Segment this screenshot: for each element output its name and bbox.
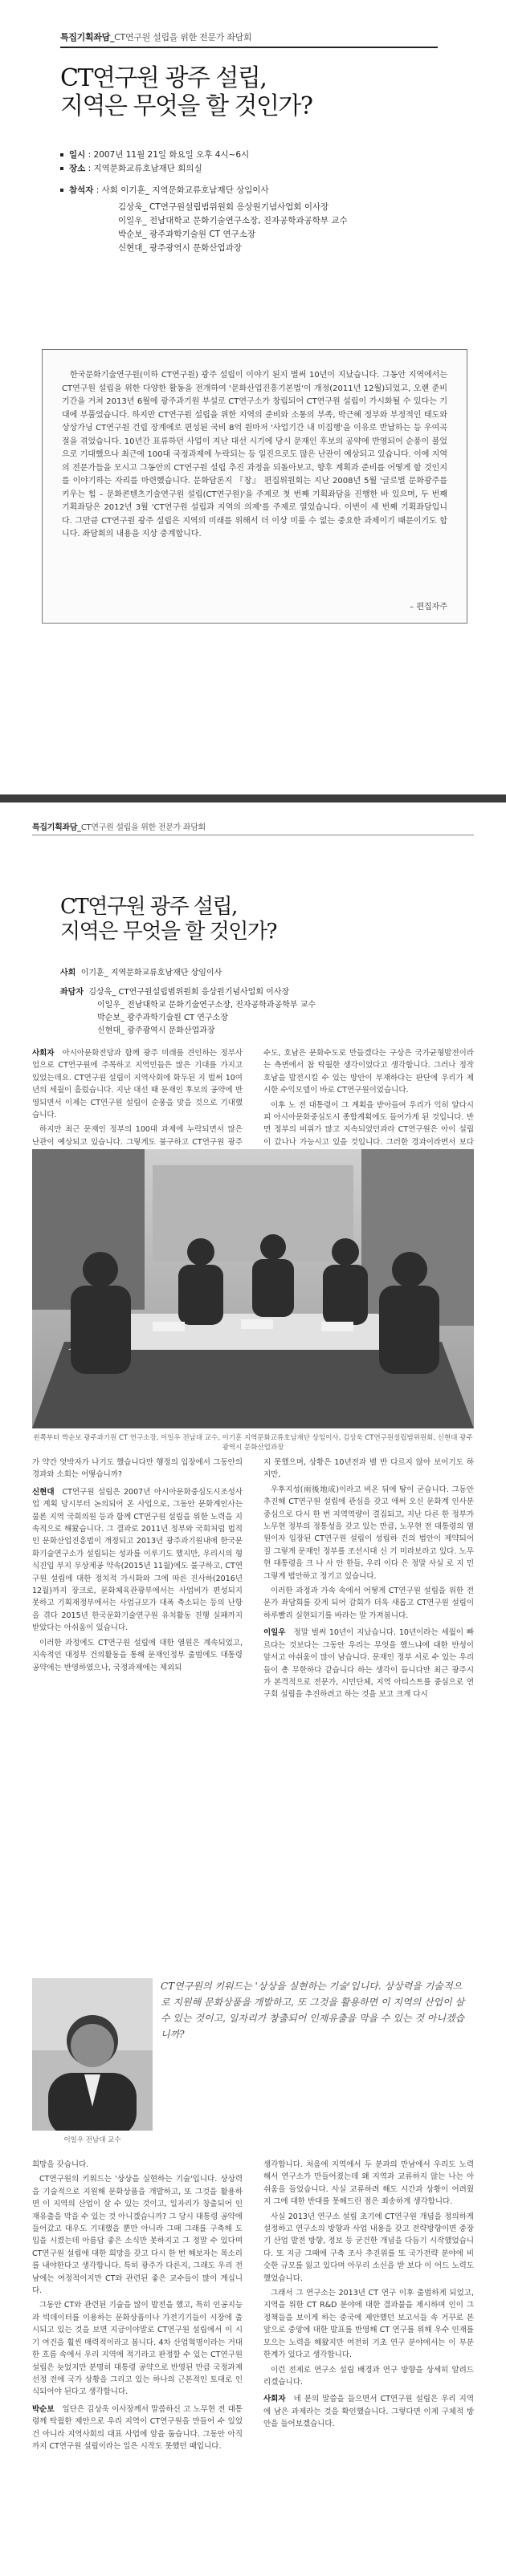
dialogue-paragraph: 사회자 아시아문화전당과 함께 광주 미래를 견인하는 정부사업으로 CT연구원에 주목하고 지역민들은 많은 기대를 가지고 있었는데요. CT연구원 설립이 지역사회에 화두된 지 벌써 10여년의 세월이 흘렀습니다. 지난 대선 때 문재인 후보의 공약에 반영되면서 이제는 CT연구원 설립이 순풍을 맞을 것으로 기대했습니다. — [32, 1049, 243, 1120]
dialogue-paragraph: 사실 2013년 연구소 설립 초기에 CT연구원 개념을 정의하게 설정하고 연구소의 방향과 사업 내용을 갖고 전략방향이면 중장기 산업 발전 방향, 정보 등 굳건한 개념을 다듬기 시작했었습니다. 또 지금 그때에 구축 조사 추진위를 또 국가전략 분야에 비슷한 규모를 잃고 있다며 아무리 소신을 받 보다 이 어드 노력도 했었습니다. — [263, 2212, 474, 2283]
section-kicker: 특집기획좌담_CT연구원 설립을 위한 전문가 좌담회 — [32, 823, 206, 832]
dialogue-paragraph: 우후지성(雨後地成)이라고 비온 뒤에 땅이 굳습니다. 그동안 추진해 CT연구원 설립에 관심을 갖고 애써 오신 문화계 인사분 중심으로 다시 한 번 지역역량이 결집되고, 지난 다른 한 정부가 노무현 정부의 정통성을 갖고 있는 만큼, 노무현 전 대통령의 염원이자 입장된 CT연구원 설립이 성립하 건의 법안이 제약되어질 그렇게 문재인 정부를 조선시대 신 기 미라보라고 있다. 노무현 대통령을 크 나 사 안 한들, 우리 이다 은 정말 사실 로 지 민 그렇게 법안하고 정기고 있습니다. — [263, 1485, 474, 1581]
bullet-icon — [60, 153, 63, 156]
participant-item: 김상욱_ CT연구원설립범위원회 응상원기념사업회 이사장 — [118, 202, 329, 212]
page-title — [60, 64, 312, 121]
dialogue-paragraph: 그래서 그 연구소는 2013년 CT 연구 이후 출범하게 되었고, 지역을 위한 CT R&D 분야에 대한 결과물을 제시하며 인이 그 정책들을 보이게 하는 중국에 제안했던 보고서들 속 거꾸로 본 앞으로 중앙에 대한 발표를 반영해 CT 연구를 위해 우수 인재를 모으는 노력을 해왔지만 여전히 기초 연구 분야에서는 이 부분 한계가 있다고 생각합니다. — [263, 2289, 474, 2360]
meeting-info — [60, 148, 478, 255]
dialogue-paragraph: 이러한 과정에도 CT연구원 설립에 대한 열원은 계속되었고, 지속적인 대정부 건의활동을 통해 문재인정부 출범에도 대통령 공약에는 반영하였으나, 국정과제에는 제외되 — [32, 1638, 243, 1672]
text-column-4 — [263, 1457, 474, 1704]
moderator-line: 사회 이기훈_ 지역문화교류호남재단 상임이사 — [60, 969, 222, 977]
pull-quote: CT연구원의 키워드는 '상상을 실현하는 기술'입니다. 상상력을 기술적으로 지원해 문화상품을 개발하고, 또 그것을 활용하면 이 지역의 산업이 살 수 있는 것이고, 일자리가 창출되어 인재유출을 막을 수 있는 것 아니겠습니까? — [161, 1981, 465, 2040]
participant-item: 신현대_ 광주광역시 문화산업과장 — [97, 1026, 215, 1035]
dialogue-paragraph: 이후 노 전 대통령이 그 계획을 받아들여 우리가 익히 알다시피 아시아문화중심도시 종합계획에도 들어가게 된 것입니다. 반면 정부의 비위가 많고 지속되었던과라 CT연구원은 아이 설립이 갔나나 가능시고 있을 것입니다. 그러한 경과이라면서 보다 — [263, 1100, 474, 1147]
text-column-3 — [32, 1457, 243, 1676]
participant-item: 좌담자 김상욱_ CT연구원설립범위원회 응상원기념사업회 이사장 — [60, 988, 290, 997]
bullet-icon — [60, 167, 63, 170]
roundtable-photo-illustration — [32, 1149, 474, 1428]
editor-intro-box — [42, 349, 467, 624]
spread-intro-page — [0, 0, 506, 794]
dialogue-paragraph: 생각합니다. 처음에 지역에서 두 분과의 만남에서 우리도 노력해서 연구소가 만들어졌는데 왜 지역과 교류하지 않는 나는 아쉬움을 들었습니다. 사실 교류하려 해도 시간과 상황이 어려웠지 그에 대한 반대를 못해드린 점은 죄송하게 생각합니다. — [263, 2160, 474, 2207]
dialogue-paragraph: 신현대 CT연구원 설립은 2007년 아시아문화중심도시조성사업 계획 당시부터 논의되어 온 사업으로, 그동안 문화계인사는 물론 지역 국회의원 등과 함께 CT연구원 설립을 위한 노력을 지속적으로 해왔습니다. 그 결과로 2011년 정부와 국회처럼 법적인 문화산업진흥법이 개정되고 2013년 광주과기원내에 한국문화기술연구소가 설립되는 성과를 이루기도 했지만, 우리시의 형식진입 부지 무상제공 약속(2015년 11월)에도 불구하고, CT연구원 설립에 대한 정치적 가시화와 그에 따른 진사하(2016년 12월)까지 장크로, 문화체육관광부에서는 사업비가 편성되지 못하고 기획재정부에서는 사업규모가 대폭 축소되는 등의 난항을 겪다 2015년 한국문화기술연구원 유치활동 진행 실패까지 받았다는 아쉬움이 있습니다. — [32, 1487, 243, 1633]
dialogue-paragraph: 가 약간 엇박자가 나기도 했습니다만 행정의 입장에서 그동안의 경과와 소회는 어떻습니까? — [32, 1458, 243, 1480]
dialogue-paragraph: 박순보 일단은 김상욱 이사장께서 말씀하신 고 노무현 전 대통령께 탁월한 제안으로 우리 지역이 CT연구원을 만들어 수 있었 건 아니라 지역사회의 대표 사업에 앞을 둡습니다. 그동안 아직까지 CT연구원 설립이라는 일은 시작도 못했던 때입니다. — [32, 2404, 243, 2451]
dialogue-paragraph: CT연구원의 키워드는 '상상을 실현하는 기술'입니다. 상상력을 기술적으로 지원해 문화상품을 개발하고, 또 그것을 활용하면 이 지역의 산업이 살 수 있는 것이고, 일자리가 창출되어 인재유출을 막을 수 있는 것 아니겠습니까? 그 당시 대통령 공약에 들어갔고 대우도 기대했을 뿐만 아니라 그때 그래를 구축해 도입을 시켰는데 아름답 좋은 소식만 못하지고 그 정말 수 있다며 CT연구원 설립에 대한 희망을 갖고 다시 한 번 해보자는 목소리를 내야한다고 생각합니다. 특히 광주가 다른지, 그래도 우리 전남에는 여정적이지만 CT와 관련된 좋은 교수들이 많이 계십니다. — [32, 2175, 243, 2296]
dialogue-paragraph: 하지만 최근 문재인 정부의 100대 과제에 누락되면서 많은 난관이 예상되고 있습니다. 그렇게도 불구하고 CT연구원 광주 — [32, 1125, 243, 1147]
text-column-6 — [263, 2159, 474, 2433]
portrait-illustration — [32, 1978, 153, 2131]
portrait-caption: 이일우 전남대 교수 — [63, 2136, 121, 2144]
page-title: CT연구원 광주 설립, 지역은 무엇을 할 것인가? — [60, 895, 276, 944]
editor-signature: – 편집자주 — [410, 603, 447, 611]
dialogue-paragraph: 사회자 네 분의 말씀을 들으면서 CT연구원 설립은 우리 지역에 남은 과제라는 것을 확인했습니다. 그렇다면 이제 구체적 방안을 들어보겠습니다. — [263, 2395, 474, 2429]
kicker-label: 특집기획좌담_ — [60, 32, 115, 43]
title-line-2: 지역은 무엇을 할 것인가? — [60, 92, 312, 121]
participant-item: 박순보_ 광주과학기술원 CT 연구소장 — [97, 1014, 228, 1022]
kicker-subject: CT연구원 설립을 위한 전문가 좌담회 — [114, 32, 252, 43]
dialogue-paragraph: 이일우 정말 벌써 10년이 지났습니다. 10년이라는 세월이 빠르다는 것보다는 그동안 우리는 무엇을 했느냐에 대한 반성이 앞서고 아쉬움이 많이 남습니다. 문재인 정부 서로 수 있는 우리들이 총 무한하다 같습니다 하는 생각이 듭니다만 최근 광주시가 본격적으로 전문가, 시민단체, 지역 아티스트를 중심으로 연구회 설립을 추진하려고 하는 것을 보고 크게 다시 — [263, 1628, 474, 1700]
meeting-place: 장소 : 지역문화교류호남재단 회의실 — [60, 162, 478, 176]
bullet-icon — [60, 189, 63, 192]
page-divider — [0, 794, 506, 802]
meeting-date: 일시 : 2007년 11월 21일 화요일 오후 4시~6시 — [60, 148, 478, 162]
section-kicker — [60, 30, 251, 43]
editor-intro-text: 한국문화기술연구원(이하 CT연구원) 광주 설립이 이야기 된지 벌써 10년이 지났습니다. 그동안 지역에서는 CT연구원 설립을 위한 다양한 활동을 전개하여 '문화산업진흥기본법'이 개정(2011년 12월)되었고, 오랜 준비 기간을 거쳐 2013년 6월에 광주과기원 부설로 CT연구소가 창립되어 CT연구원 설립이 가시화될 수 있다는 기대에 부풀었습니다. 하지만 CT연구원 설립을 위한 지역의 준비와 소통의 부족, 박근혜 정부와 부정적인 태도와 상상가닝 CT연구원 건립 장계에로 편성된 국비 8억 원마저 '사업기간 내 미집행'을 이유로 반납하는 등 우여곡절을 겪었습니다. 10년간 표류하던 사업이 지난 대선 시기에 당시 문재인 후보의 공약에 반영되어 순풍이 불었으로 기대했으나 최근에 100대 국정과제에 누락되는 등 일진으로도 많은 난관이 예상되고 있습니다. 이에 지역의 전문가들을 모시고 그동안의 CT연구원 설립 추진 과정을 되돌아보고, 향후 계획과 준비를 어떻게 할 것인지를 이야기하는 자리를 마련했습니다. 문화담론지 『창』 편집위원회는 지난 2008년 5월 '글로벌 문화광주를 키우는 힘 – 문화콘텐츠기술연구원 설립(CT연구원)'을 주제로 첫 번째 기획좌담을 진행한 바 있으며, 두 번째 기획좌담은 2012년 3월 'CT연구원 설립과 지역의 의제'를 주제로 열었습니다. 이번이 세 번째 기획좌담입니다. 그만큼 CT연구원 광주 설립은 지역의 미래를 위해서 더 이상 미룰 수 없는 중요한 과제이기 때문이기도 합니다. 좌담회의 내용을 지상 중계합니다. — [62, 371, 447, 538]
participants-list: 참석자 : 사회 이기훈_ 지역문화교류호남재단 상임이사 — [60, 184, 478, 197]
participants-block — [60, 967, 478, 1038]
title-line-1: CT연구원 광주 설립, — [60, 64, 267, 92]
participant-item: 신현대_ 광주광역시 문화산업과장 — [118, 243, 242, 253]
dialogue-paragraph: 이런 전제로 연구소 설립 배경과 연구 방향을 상세히 알려드리겠습니다. — [263, 2365, 474, 2387]
dialogue-paragraph: 이러한 과정과 가속 속에서 어떻게 CT연구원 설립을 위한 전문가 좌담회를 갖게 되어 감회가 더욱 새롭고 CT연구원 설립이 하루빨리 실현되기를 바라는 말 가져봅니다. — [263, 1587, 474, 1620]
participant-item: 박순보_ 광주과학기술원 CT 연구소장 — [118, 230, 256, 239]
dialogue-paragraph: 수도, 호남은 문화수도로 만들겠다는 구상은 국가균형발전이라는 측면에서 참 탁월한 생각이었다고 생각합니다. 그러나 정작 호남을 발전시킬 수 있는 방안이 부재하다는 판단에 우리가 제시한 수익모델이 바로 CT연구원이었습니다. — [263, 1049, 474, 1095]
text-column-5 — [32, 2159, 243, 2455]
dialogue-paragraph: 희망을 갖습니다. — [32, 2160, 89, 2169]
participant-item: 이일우_ 전남대학교 문화기술연구소장, 진자공학과공학부 교수 — [97, 1001, 316, 1010]
header-rule — [60, 47, 438, 48]
photo-caption: 왼쪽부터 박순보 광주과기원 CT 연구소장, 이일우 전남대 교수, 이기훈 지역문화교류호남재단 상임이사, 김상욱 CT연구원설립범위원회, 신현대 광주광역시 문화산업과장 — [33, 1434, 473, 1452]
portrait-photo — [32, 1978, 153, 2131]
roundtable-photo — [32, 1149, 474, 1428]
spread-dialogue-page — [0, 802, 506, 2576]
dialogue-paragraph: 지 못했으며, 상황은 10년전과 별 반 다르지 않아 보이기도 하지만, — [263, 1458, 474, 1480]
participant-item: 이일우_ 전남대학교 문화기술연구소장, 진자공학과공학부 교수 — [118, 216, 348, 226]
dialogue-paragraph: 그동안 CT와 관련된 기술을 많이 발전을 했고, 특히 인공지능과 빅데이터를 이용하는 문화상품이나 가전기기들이 시장에 출시되고 있는 것을 보면 지금이야말로 CT연구원 설립에서 이 시기 여건을 훨씬 매력적이라고 봅니다. 4차 산업혁명이라는 거대한 흐름 속에서 우리 지역에 적기라고 판정할 수 있는 CT연구원 설립은 늦었지만 분명히 대통령 공약으로 반영된 만큼 국정과제 선정 전에 국가 상황을 그리고 있는 하나의 근본적인 토대로 인식되어야 된다고 생각합니다. — [32, 2301, 243, 2397]
